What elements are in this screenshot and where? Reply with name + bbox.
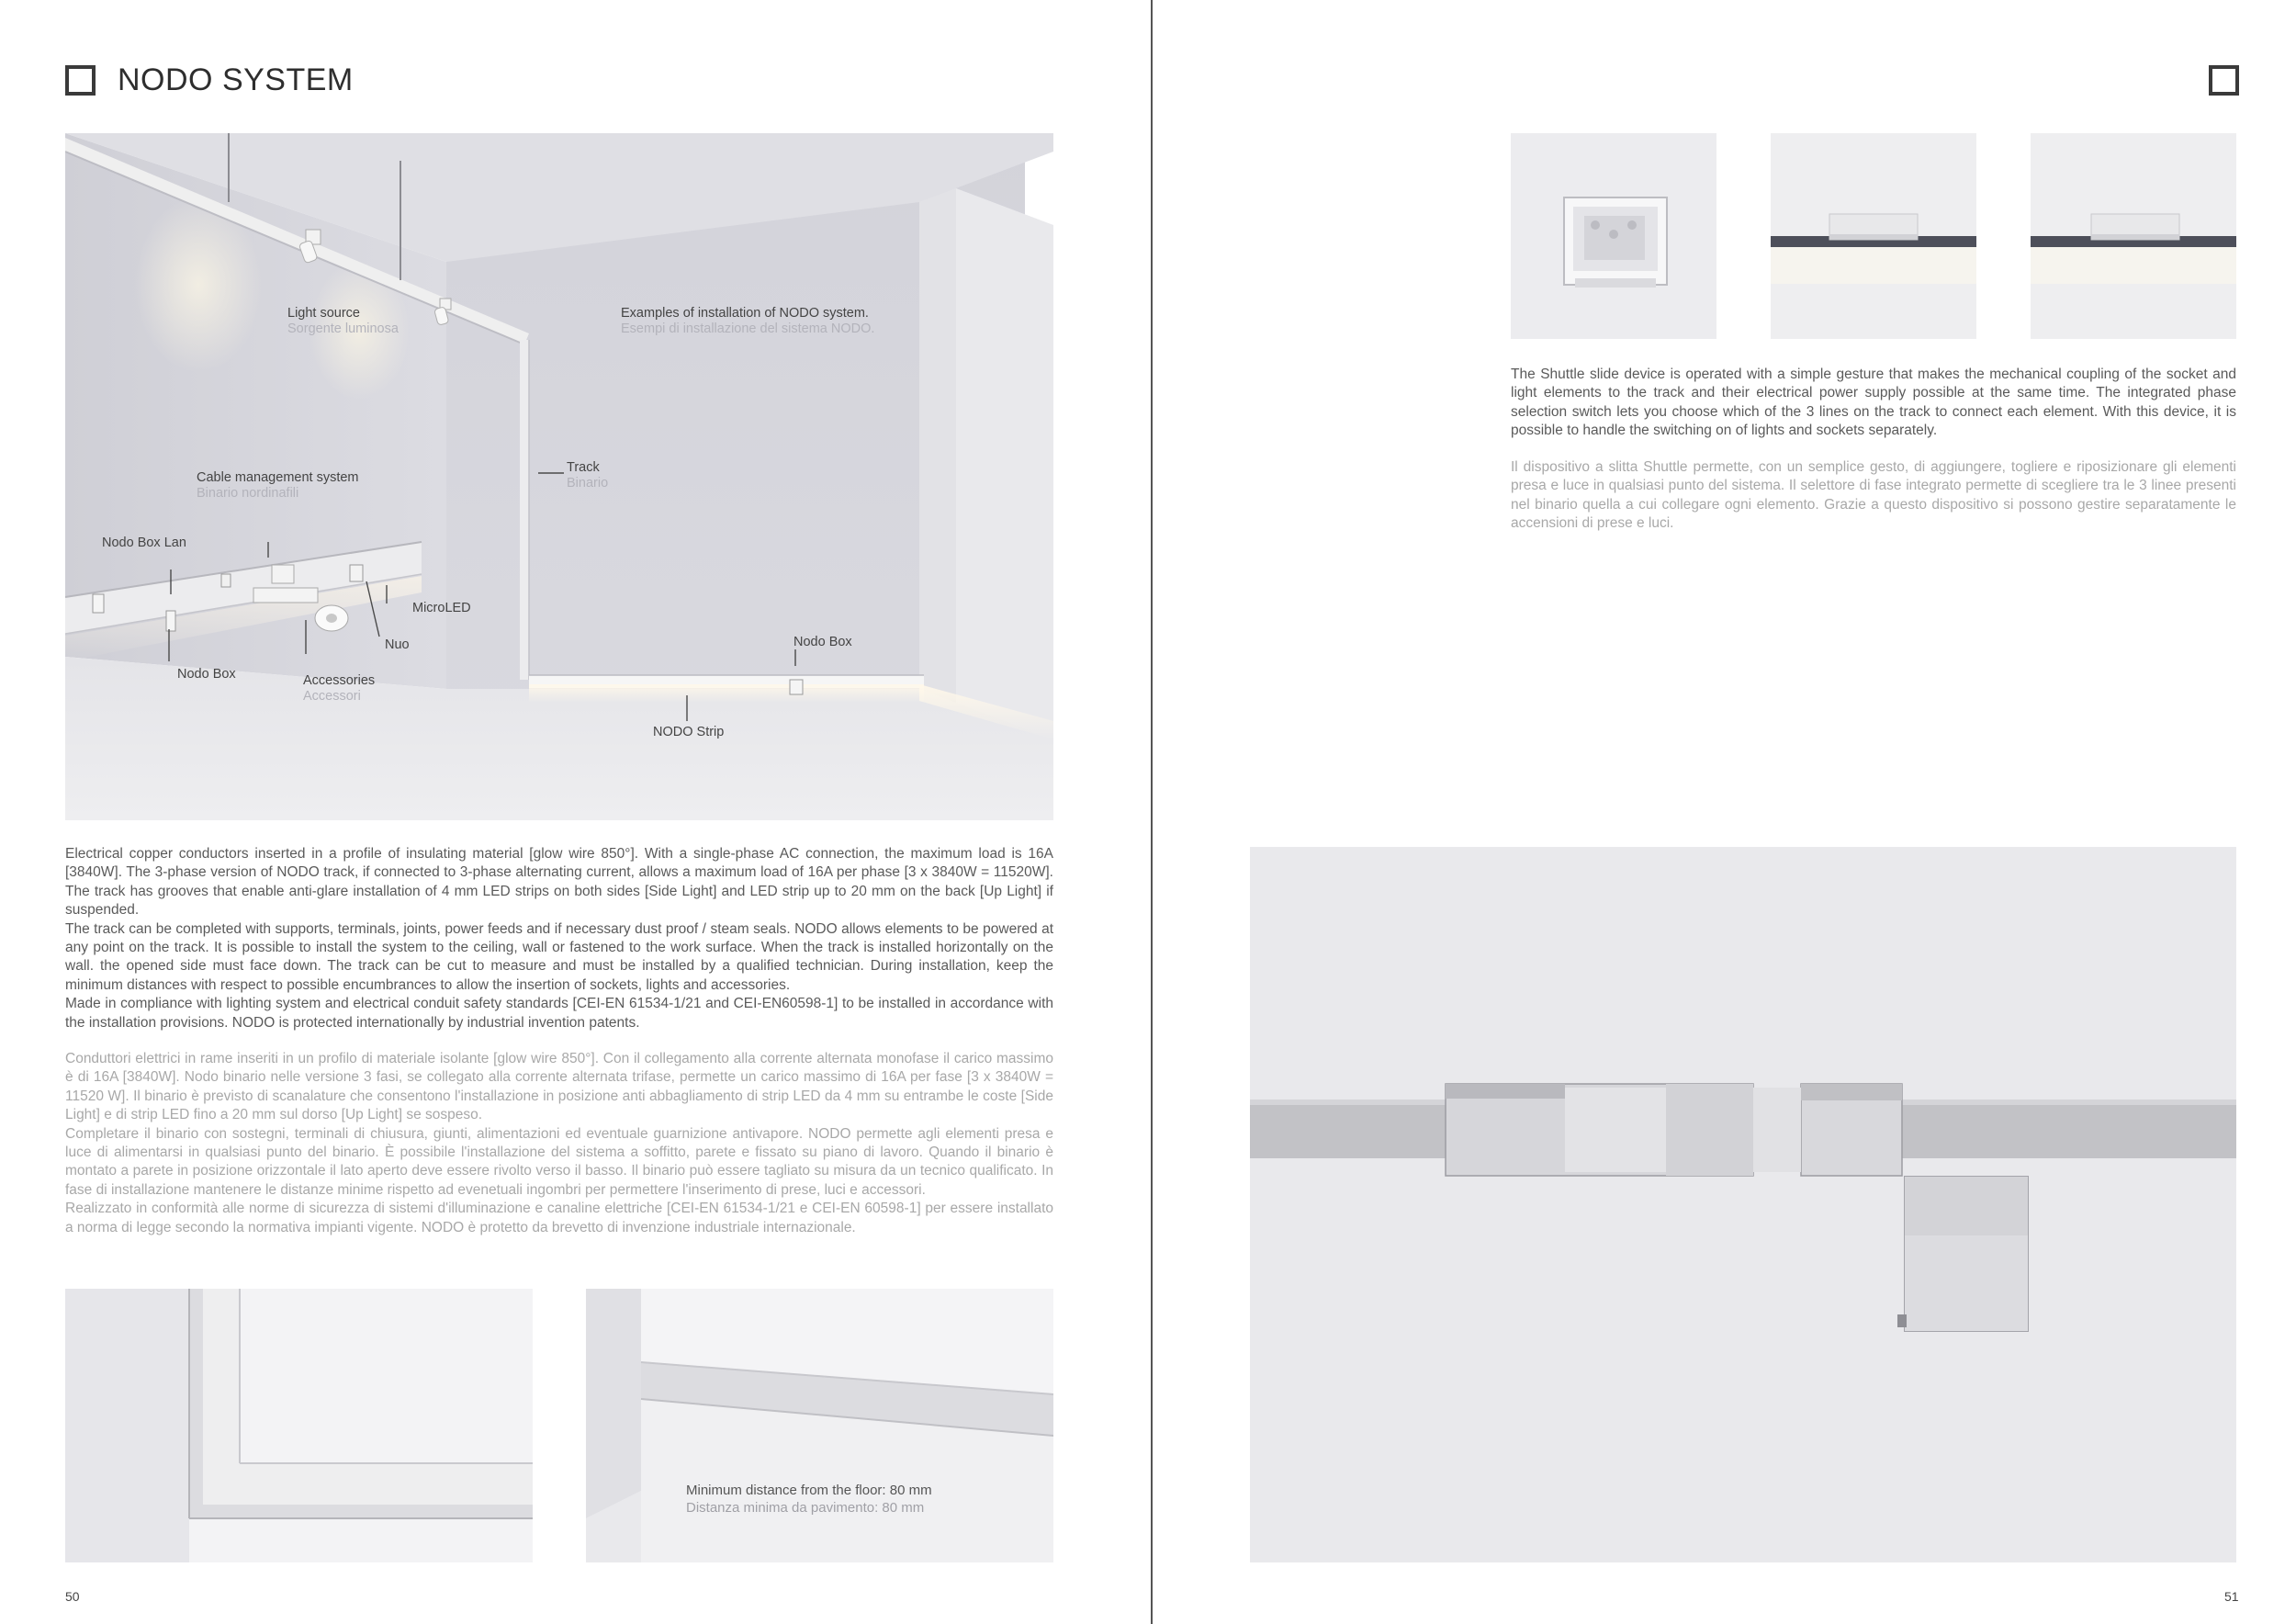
corner-profile-svg (65, 1289, 533, 1562)
installation-illustration (65, 133, 1053, 820)
paragraph: Conduttori elettrici in rame inseriti in un profilo di materiale isolante [glow wire 850°]. Con il collegamento alla corrente alternata monofase il carico massimo è di 16A [3840W]. Nodo binario nelle versione 3 fasi, se collegato alla corrente alternata trifase, permette un carico massimo di 16A per fase [3 x 3840W = 11520 W]. Il binario è previsto di scanalature che consentono l'installazione in posizione anti abbagliamento di strip LED da 4 mm su entrambe le coste [Side Light] e di strip LED fino a 20 mm sul dorso [Up Light] se sospeso. (65, 1051, 1053, 1123)
shuttle-text-english: The Shuttle slide device is operated with a simple gesture that makes the mechanical coupling of the socket and light elements to the track and their electrical power supply possible at the same time. The integrated phase selection switch lets you choose which of the 3 lines on the track to connect each element. With this device, it is possible to handle the switching on of lights and sockets separately. (1511, 367, 2236, 439)
track-closeup-svg (1250, 847, 2236, 1562)
paragraph: Made in compliance with lighting system and electrical conduit safety standards [CEI-EN 61534-1/21 and CEI-EN60598-1] to be installed in accordance with the installation provisions. NODO is protected internationally by industrial invention patents. (65, 996, 1053, 1031)
paragraph: The track can be completed with supports, terminals, joints, power feeds and if necessary dust proof / steam seals. NODO allows elements to be powered at any point on the track. It is possible to install the system to the ceiling, wall or fastened to the work surface. When the track is installed horizontally on the wall. the opened side must face down. The track can be cut to measure and must be installed by a qualified technician. During installation, keep the minimum distances with respect to possible encumbrances to allow the insertion of sockets, lights and accessories. (65, 920, 1053, 993)
shuttle-drop-module (1904, 1176, 2029, 1332)
shuttle-photo-2 (1771, 133, 1976, 339)
body-text-italian (65, 1050, 1053, 1237)
label-nuo: Nuo (385, 637, 410, 652)
floor-strip-photo (586, 1289, 1053, 1562)
track-device-svg-2 (2031, 133, 2236, 339)
label-accessories: Accessories Accessori (303, 673, 376, 704)
label-nodo-box-left: Nodo Box (177, 667, 236, 682)
label-examples: Examples of installation of NODO system. Esempi di installazione del sistema NODO. (621, 306, 875, 336)
label-microled: MicroLED (412, 601, 471, 615)
paragraph: Completare il binario con sostegni, terminali di chiusura, giunti, alimentazioni ed eventuale guarnizione antivapore. NODO permette agli elementi presa e luce di alimentarsi in qualsiasi punto del binario. È possibile l'installazione del sistema a soffitto, parete e fissato su piano di lavoro. Quando il binario è montato a parete in posizione orizzontale il lato aperto deve essere rivolto verso il basso. Il binario può essere tagliato su misura da un tecnico qualificato. In fase di installazione mantenere le distanze minime rispetto ad evenetuali ingombri per permettere l'inserimento di prese, luci e accessori. (65, 1125, 1053, 1198)
page-title: NODO SYSTEM (118, 62, 354, 97)
header-square-icon (65, 65, 96, 96)
paragraph: Electrical copper conductors inserted in a profile of insulating material [glow wire 850°]. With a single-phase AC connection, the maximum load is 16A [3840W]. The 3-phase version of NODO track, if connected to 3-phase alternating current, allows a maximum load of 16A per phase [3 x 3840W = 11520W]. The track has grooves that enable anti-glare installation of 4 mm LED strips on both sides [Side Light] and LED strip up to 20 mm on the back [Up Light] if suspended. (65, 846, 1053, 919)
body-text-english (65, 845, 1053, 1032)
label-nodo-box-right: Nodo Box (793, 635, 852, 649)
shuttle-photo-1 (1511, 133, 1716, 339)
page-number-left: 50 (65, 1589, 80, 1604)
track-closeup-photo (1250, 847, 2236, 1562)
label-light-source: Light source Sorgente luminosa (287, 306, 399, 336)
label-cable-management: Cable management system Binario nordinafili (197, 470, 359, 501)
floor-strip-svg (586, 1289, 1053, 1562)
floor-caption: Minimum distance from the floor: 80 mm Distanza minima da pavimento: 80 mm (686, 1483, 932, 1516)
shuttle-device-svg (1511, 133, 1716, 339)
header-square-icon-right (2209, 65, 2239, 96)
paragraph: Realizzato in conformità alle norme di sicurezza di sistemi d'illuminazione e canaline elettriche [CEI-EN 61534-1/21 e CEI-EN 60598-1] per essere installato a norma di legge secondo la normativa impianti vigente. NODO è protetto da brevetto di invenzione industriale internazionale. (65, 1201, 1053, 1235)
label-nodo-box-lan: Nodo Box Lan (102, 536, 186, 550)
label-track: Track Binario (567, 460, 609, 491)
shuttle-text-italian: Il dispositivo a slitta Shuttle permette, con un semplice gesto, di aggiungere, togliere e riposizionare gli elementi presa e luce in qualsiasi punto del sistema. Il selettore di fase integrato permette di scegliere tra le 3 linee presenti nel binario quella a cui collegare ogni elemento. Grazie a questo dispositivo si possono gestire separatamente le accensioni di prese e luci. (1511, 459, 2236, 532)
track-device-svg (1771, 133, 1976, 339)
corner-profile-photo (65, 1289, 533, 1562)
shuttle-photo-3 (2031, 133, 2236, 339)
spine-divider (1151, 0, 1153, 1624)
label-nodo-strip: NODO Strip (653, 725, 725, 739)
page-number-right: 51 (2224, 1589, 2239, 1604)
